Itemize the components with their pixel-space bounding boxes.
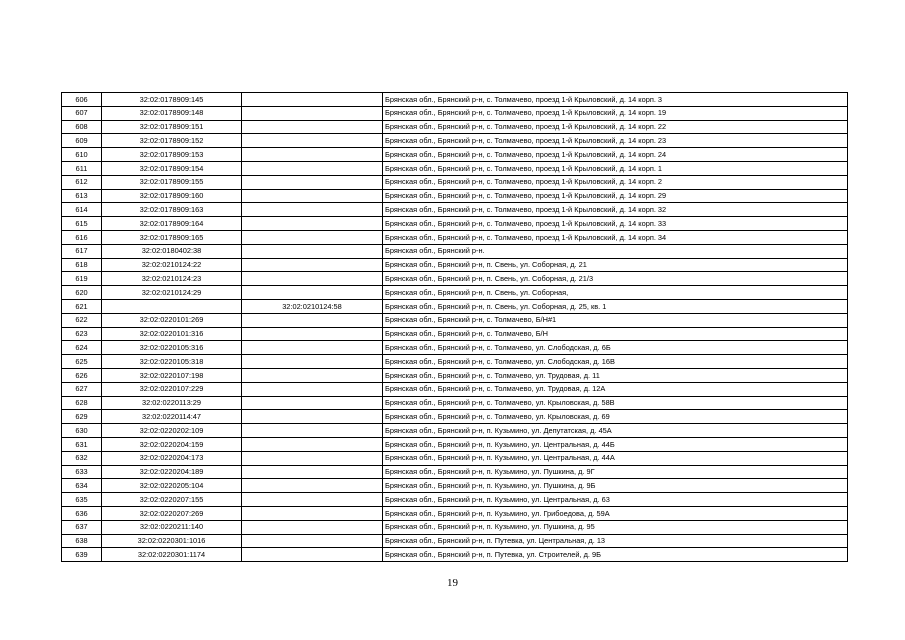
address-cell: Брянская обл., Брянский р-н, с. Толмачево, проезд 1-й Крыловский, д. 14 корп. 33 [383,217,848,231]
row-number-cell: 634 [62,479,102,493]
address-cell: Брянская обл., Брянский р-н, с. Толмачево, ул. Слободская, д. 16В [383,355,848,369]
table-row [62,148,848,162]
object-cadastral-number-cell [242,230,383,244]
row-number-cell: 623 [62,327,102,341]
object-cadastral-number-cell [242,175,383,189]
table-row [62,217,848,231]
land-cadastral-number-cell: 32:02:0210124:22 [102,258,242,272]
table-row [62,299,848,313]
table-row [62,258,848,272]
land-cadastral-number-cell: 32:02:0220204:173 [102,451,242,465]
land-cadastral-number-cell: 32:02:0178909:154 [102,161,242,175]
object-cadastral-number-cell [242,120,383,134]
table-row [62,341,848,355]
address-cell: Брянская обл., Брянский р-н, п. Кузьмино, ул. Центральная, д. 63 [383,493,848,507]
row-number-cell: 620 [62,286,102,300]
object-cadastral-number-cell [242,313,383,327]
row-number-cell: 639 [62,548,102,562]
address-cell: Брянская обл., Брянский р-н, п. Кузьмино, ул. Пушкина, д. 95 [383,520,848,534]
table-row [62,355,848,369]
address-cell: Брянская обл., Брянский р-н. [383,244,848,258]
land-cadastral-number-cell [102,299,242,313]
row-number-cell: 619 [62,272,102,286]
object-cadastral-number-cell [242,368,383,382]
land-cadastral-number-cell: 32:02:0220101:316 [102,327,242,341]
row-number-cell: 609 [62,134,102,148]
object-cadastral-number-cell [242,355,383,369]
table-row [62,424,848,438]
object-cadastral-number-cell [242,410,383,424]
object-cadastral-number-cell [242,534,383,548]
row-number-cell: 637 [62,520,102,534]
address-cell: Брянская обл., Брянский р-н, с. Толмачево, проезд 1-й Крыловский, д. 14 корп. 29 [383,189,848,203]
address-cell: Брянская обл., Брянский р-н, с. Толмачево, проезд 1-й Крыловский, д. 14 корп. 34 [383,230,848,244]
object-cadastral-number-cell [242,548,383,562]
land-cadastral-number-cell: 32:02:0220105:318 [102,355,242,369]
table-row [62,396,848,410]
cadastral-registry-table [61,92,848,562]
row-number-cell: 608 [62,120,102,134]
table-row [62,272,848,286]
land-cadastral-number-cell: 32:02:0210124:29 [102,286,242,300]
address-cell: Брянская обл., Брянский р-н, с. Толмачево, проезд 1-й Крыловский, д. 14 корп. 2 [383,175,848,189]
land-cadastral-number-cell: 32:02:0178909:145 [102,93,242,107]
address-cell: Брянская обл., Брянский р-н, с. Толмачево, ул. Крыловская, д. 58В [383,396,848,410]
land-cadastral-number-cell: 32:02:0220204:159 [102,437,242,451]
address-cell: Брянская обл., Брянский р-н, п. Свень, ул. Соборная, [383,286,848,300]
table-row [62,189,848,203]
row-number-cell: 632 [62,451,102,465]
land-cadastral-number-cell: 32:02:0210124:23 [102,272,242,286]
object-cadastral-number-cell [242,437,383,451]
object-cadastral-number-cell [242,327,383,341]
table-row [62,451,848,465]
address-cell: Брянская обл., Брянский р-н, с. Толмачево, ул. Слободская, д. 6Б [383,341,848,355]
object-cadastral-number-cell [242,189,383,203]
address-cell: Брянская обл., Брянский р-н, п. Кузьмино, ул. Центральная, д. 44А [383,451,848,465]
address-cell: Брянская обл., Брянский р-н, с. Толмачево, проезд 1-й Крыловский, д. 14 корп. 3 [383,93,848,107]
land-cadastral-number-cell: 32:02:0178909:152 [102,134,242,148]
object-cadastral-number-cell [242,203,383,217]
object-cadastral-number-cell [242,424,383,438]
table-row [62,203,848,217]
address-cell: Брянская обл., Брянский р-н, п. Путевка, ул. Центральная, д. 13 [383,534,848,548]
land-cadastral-number-cell: 32:02:0220101:269 [102,313,242,327]
address-cell: Брянская обл., Брянский р-н, с. Толмачево, проезд 1-й Крыловский, д. 14 корп. 23 [383,134,848,148]
table-row [62,134,848,148]
row-number-cell: 613 [62,189,102,203]
row-number-cell: 614 [62,203,102,217]
table-row [62,534,848,548]
address-cell: Брянская обл., Брянский р-н, с. Толмачево, проезд 1-й Крыловский, д. 14 корп. 24 [383,148,848,162]
land-cadastral-number-cell: 32:02:0220105:316 [102,341,242,355]
registry-table-body [62,93,848,562]
row-number-cell: 638 [62,534,102,548]
land-cadastral-number-cell: 32:02:0220113:29 [102,396,242,410]
land-cadastral-number-cell: 32:02:0178909:155 [102,175,242,189]
address-cell: Брянская обл., Брянский р-н, п. Кузьмино, ул. Пушкина, д. 9Б [383,479,848,493]
table-row [62,465,848,479]
land-cadastral-number-cell: 32:02:0178909:164 [102,217,242,231]
land-cadastral-number-cell: 32:02:0220114:47 [102,410,242,424]
row-number-cell: 628 [62,396,102,410]
object-cadastral-number-cell [242,286,383,300]
row-number-cell: 631 [62,437,102,451]
table-row [62,244,848,258]
address-cell: Брянская обл., Брянский р-н, с. Толмачево, проезд 1-й Крыловский, д. 14 корп. 19 [383,106,848,120]
table-row [62,479,848,493]
table-row [62,382,848,396]
row-number-cell: 616 [62,230,102,244]
row-number-cell: 622 [62,313,102,327]
land-cadastral-number-cell: 32:02:0178909:163 [102,203,242,217]
object-cadastral-number-cell [242,272,383,286]
table-row [62,493,848,507]
address-cell: Брянская обл., Брянский р-н, с. Толмачево, Б/Н [383,327,848,341]
land-cadastral-number-cell: 32:02:0220211:140 [102,520,242,534]
land-cadastral-number-cell: 32:02:0220301:1016 [102,534,242,548]
land-cadastral-number-cell: 32:02:0220207:155 [102,493,242,507]
land-cadastral-number-cell: 32:02:0220204:189 [102,465,242,479]
address-cell: Брянская обл., Брянский р-н, п. Кузьмино, ул. Депутатская, д. 45А [383,424,848,438]
address-cell: Брянская обл., Брянский р-н, с. Толмачево, ул. Трудовая, д. 12А [383,382,848,396]
table-row [62,230,848,244]
row-number-cell: 607 [62,106,102,120]
object-cadastral-number-cell [242,134,383,148]
object-cadastral-number-cell [242,520,383,534]
row-number-cell: 611 [62,161,102,175]
table-row [62,327,848,341]
object-cadastral-number-cell: 32:02:0210124:58 [242,299,383,313]
object-cadastral-number-cell [242,148,383,162]
object-cadastral-number-cell [242,396,383,410]
object-cadastral-number-cell [242,106,383,120]
land-cadastral-number-cell: 32:02:0178909:148 [102,106,242,120]
row-number-cell: 629 [62,410,102,424]
land-cadastral-number-cell: 32:02:0220301:1174 [102,548,242,562]
row-number-cell: 624 [62,341,102,355]
address-cell: Брянская обл., Брянский р-н, с. Толмачево, проезд 1-й Крыловский, д. 14 корп. 22 [383,120,848,134]
table-row [62,368,848,382]
address-cell: Брянская обл., Брянский р-н, п. Свень, ул. Соборная, д. 25, кв. 1 [383,299,848,313]
row-number-cell: 636 [62,506,102,520]
table-row [62,175,848,189]
address-cell: Брянская обл., Брянский р-н, с. Толмачево, Б/Н#1 [383,313,848,327]
address-cell: Брянская обл., Брянский р-н, с. Толмачево, проезд 1-й Крыловский, д. 14 корп. 1 [383,161,848,175]
row-number-cell: 617 [62,244,102,258]
address-cell: Брянская обл., Брянский р-н, п. Свень, ул. Соборная, д. 21 [383,258,848,272]
table-row [62,506,848,520]
row-number-cell: 606 [62,93,102,107]
object-cadastral-number-cell [242,244,383,258]
row-number-cell: 625 [62,355,102,369]
object-cadastral-number-cell [242,465,383,479]
land-cadastral-number-cell: 32:02:0178909:151 [102,120,242,134]
table-row [62,120,848,134]
row-number-cell: 633 [62,465,102,479]
object-cadastral-number-cell [242,479,383,493]
row-number-cell: 615 [62,217,102,231]
object-cadastral-number-cell [242,382,383,396]
object-cadastral-number-cell [242,161,383,175]
table-row [62,286,848,300]
page-number: 19 [447,577,458,589]
row-number-cell: 635 [62,493,102,507]
land-cadastral-number-cell: 32:02:0220107:229 [102,382,242,396]
object-cadastral-number-cell [242,258,383,272]
address-cell: Брянская обл., Брянский р-н, п. Свень, ул. Соборная, д. 21/3 [383,272,848,286]
table-row [62,520,848,534]
row-number-cell: 610 [62,148,102,162]
table-row [62,548,848,562]
land-cadastral-number-cell: 32:02:0220107:198 [102,368,242,382]
land-cadastral-number-cell: 32:02:0220205:104 [102,479,242,493]
land-cadastral-number-cell: 32:02:0180402:38 [102,244,242,258]
row-number-cell: 618 [62,258,102,272]
row-number-cell: 630 [62,424,102,438]
row-number-cell: 621 [62,299,102,313]
object-cadastral-number-cell [242,493,383,507]
address-cell: Брянская обл., Брянский р-н, п. Кузьмино, ул. Центральная, д. 44Б [383,437,848,451]
table-row [62,410,848,424]
table-row [62,93,848,107]
address-cell: Брянская обл., Брянский р-н, п. Кузьмино, ул. Пушкина, д. 9Г [383,465,848,479]
address-cell: Брянская обл., Брянский р-н, с. Толмачево, ул. Трудовая, д. 11 [383,368,848,382]
object-cadastral-number-cell [242,341,383,355]
table-row [62,161,848,175]
land-cadastral-number-cell: 32:02:0178909:153 [102,148,242,162]
object-cadastral-number-cell [242,217,383,231]
land-cadastral-number-cell: 32:02:0220207:269 [102,506,242,520]
address-cell: Брянская обл., Брянский р-н, с. Толмачево, проезд 1-й Крыловский, д. 14 корп. 32 [383,203,848,217]
table-row [62,313,848,327]
land-cadastral-number-cell: 32:02:0178909:160 [102,189,242,203]
address-cell: Брянская обл., Брянский р-н, п. Кузьмино, ул. Грибоедова, д. 59А [383,506,848,520]
address-cell: Брянская обл., Брянский р-н, с. Толмачево, ул. Крыловская, д. 69 [383,410,848,424]
land-cadastral-number-cell: 32:02:0178909:165 [102,230,242,244]
object-cadastral-number-cell [242,451,383,465]
table-row [62,106,848,120]
table-row [62,437,848,451]
row-number-cell: 612 [62,175,102,189]
row-number-cell: 626 [62,368,102,382]
object-cadastral-number-cell [242,93,383,107]
land-cadastral-number-cell: 32:02:0220202:109 [102,424,242,438]
row-number-cell: 627 [62,382,102,396]
object-cadastral-number-cell [242,506,383,520]
address-cell: Брянская обл., Брянский р-н, п. Путевка, ул. Строителей, д. 9Б [383,548,848,562]
